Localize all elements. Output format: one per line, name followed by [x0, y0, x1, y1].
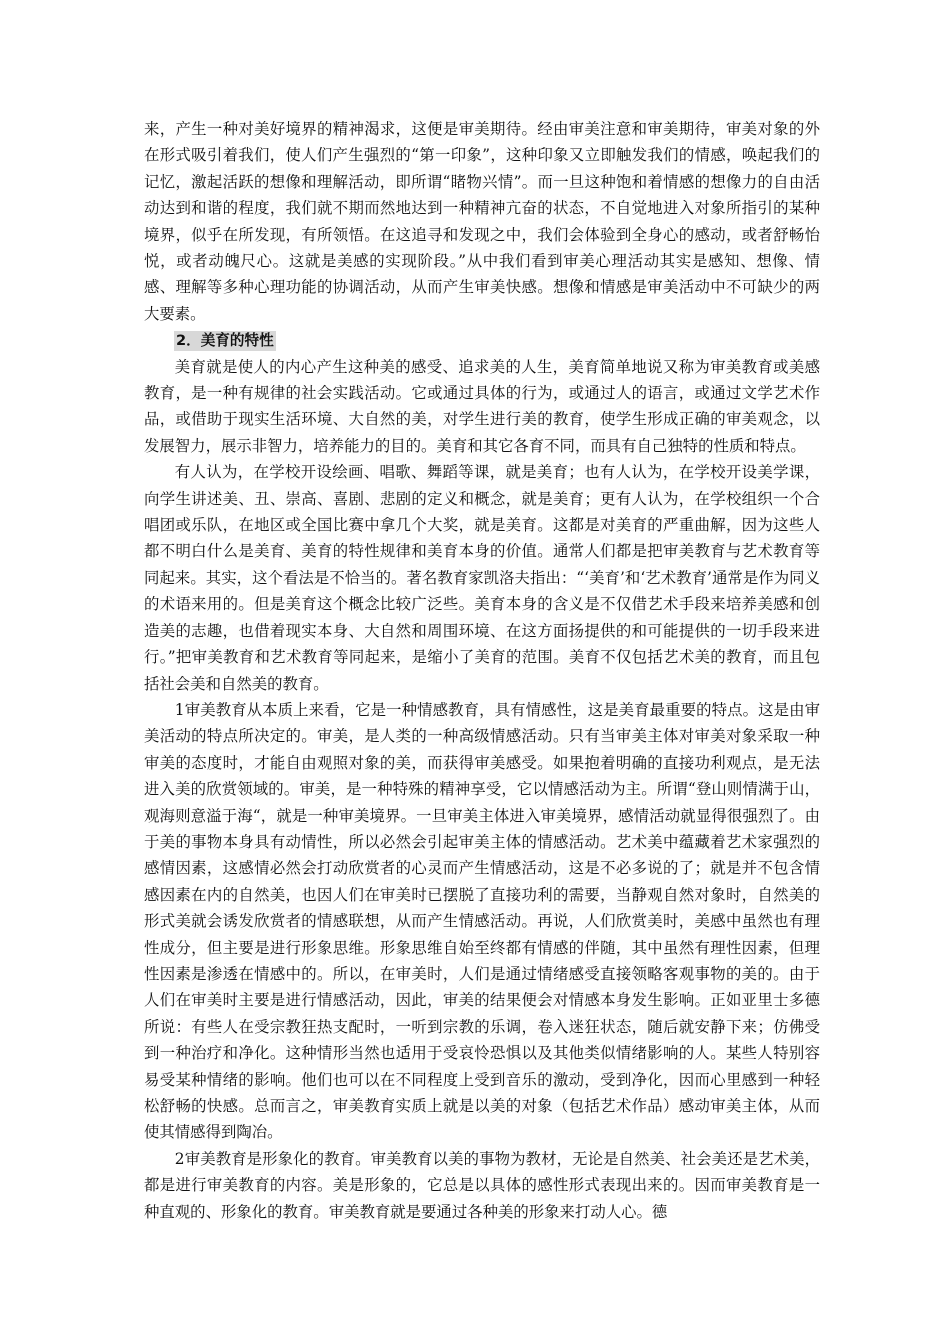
section-heading-line — [144, 327, 820, 353]
paragraph: 美育就是使人的内心产生这种美的感受、追求美的人生，美育简单地说又称为审美教育或美感教育，是一种有规律的社会实践活动。它或通过具体的行为，或通过人的语言，或通过文学艺术作品，或借助于现实生活环境、大自然的美，对学生进行美的教育，使学生形成正确的审美观念，以发展智力，展示非智力，培养能力的目的。美育和其它各育不同，而具有自己独特的性质和特点。 — [144, 357, 820, 455]
paragraph: 1审美教育从本质上来看，它是一种情感教育，具有情感性，这是美育最重要的特点。这是由审美活动的特点所决定的。审美，是人类的一种高级情感活动。只有当审美主体对审美对象采取一种审美的态度时，才能自由观照对象的美，而获得审美感受。如果抱着明确的直接功利观点，是无法进入美的欣赏领域的。审美，是一种特殊的精神享受，它以情感活动为主。所谓“登山则情满于山，观海则意溢于海“，就是一种审美境界。一旦审美主体进入审美境界，感情活动就显得很强烈了。由于美的事物本身具有动情性，所以必然会引起审美主体的情感活动。艺术美中蕴藏着艺术家强烈的感情因素，这感情必然会打动欣赏者的心灵而产生情感活动，这是不必多说的了；就是并不包含情感因素在内的自然美，也因人们在审美时已摆脱了直接功利的需要，当静观自然对象时，自然美的形式美就会诱发欣赏者的情感联想，从而产生情感活动。再说，人们欣赏美时，美感中虽然也有理性成分，但主要是进行形象思维。形象思维自始至终都有情感的伴随，其中虽然有理性因素，但理性因素是渗透在情感中的。所以，在审美时，人们是通过情绪感受直接领略客观事物的美的。由于人们在审美时主要是进行情感活动，因此，审美的结果便会对情感本身发生影响。正如亚里士多德所说：有些人在受宗教狂热支配时，一听到宗教的乐调，卷入迷狂状态，随后就安静下来；仿佛受到一种治疗和净化。这种情形当然也适用于受哀怜恐惧以及其他类似情绪影响的人。某些人特别容易受某种情绪的影响。他们也可以在不同程度上受到音乐的激动，受到净化，因而心里感到一种轻松舒畅的快感。总而言之，审美教育实质上就是以美的对象（包括艺术作品）感动审美主体，从而使其情感得到陶冶。 — [144, 700, 820, 1142]
document-page — [144, 116, 820, 1225]
paragraph: 有人认为，在学校开设绘画、唱歌、舞蹈等课，就是美育；也有人认为，在学校开设美学课，向学生讲述美、丑、崇高、喜剧、悲剧的定义和概念，就是美育；更有人认为，在学校组织一个合唱团或乐队，在地区或全国比赛中拿几个大奖，就是美育。这都是对美育的严重曲解，因为这些人都不明白什么是美育、美育的特性规律和美育本身的价值。通常人们都是把审美教育与艺术教育等同起来。其实，这个看法是不恰当的。著名教育家凯洛夫指出：“‘美育’和‘艺术教育’通常是作为同义的术语来用的。但是美育这个概念比较广泛些。美育本身的含义是不仅借艺术手段来培养美感和创造美的志趣，也借着现实本身、大自然和周围环境、在这方面扬提供的和可能提供的一切手段来进行。”把审美教育和艺术教育等同起来，是缩小了美育的范围。美育不仅包括艺术美的教育，而且包括社会美和自然美的教育。 — [144, 463, 820, 693]
paragraph-continued: 来，产生一种对美好境界的精神渴求，这便是审美期待。经由审美注意和审美期待，审美对象的外在形式吸引着我们，使人们产生强烈的“第一印象”，这种印象又立即触发我们的情感，唤起我们的记忆，激起活跃的想像和理解活动，即所谓“睹物兴情”。而一旦这种饱和着情感的想像力的自由活动达到和谐的程度，我们就不期而然地达到一种精神亢奋的状态，不自觉地进入对象所指引的某种境界，似乎在所发现，有所领悟。在这追寻和发现之中，我们会体验到全身心的感动，或者舒畅怡悦，或者动魄尺心。这就是美感的实现阶段。”从中我们看到审美心理活动其实是感知、想像、情感、理解等多种心理功能的协调活动，从而产生审美快感。想像和情感是审美活动中不可缺少的两大要素。 — [144, 120, 820, 323]
section-heading: 2．美育的特性 — [176, 332, 274, 350]
paragraph: 2审美教育是形象化的教育。审美教育以美的事物为教材，无论是自然美、社会美还是艺术美，都是进行审美教育的内容。美是形象的，它总是以具体的感性形式表现出来的。因而审美教育是一种直观的、形象化的教育。审美教育就是要通过各种美的形象来打动人心。德 — [144, 1149, 820, 1221]
